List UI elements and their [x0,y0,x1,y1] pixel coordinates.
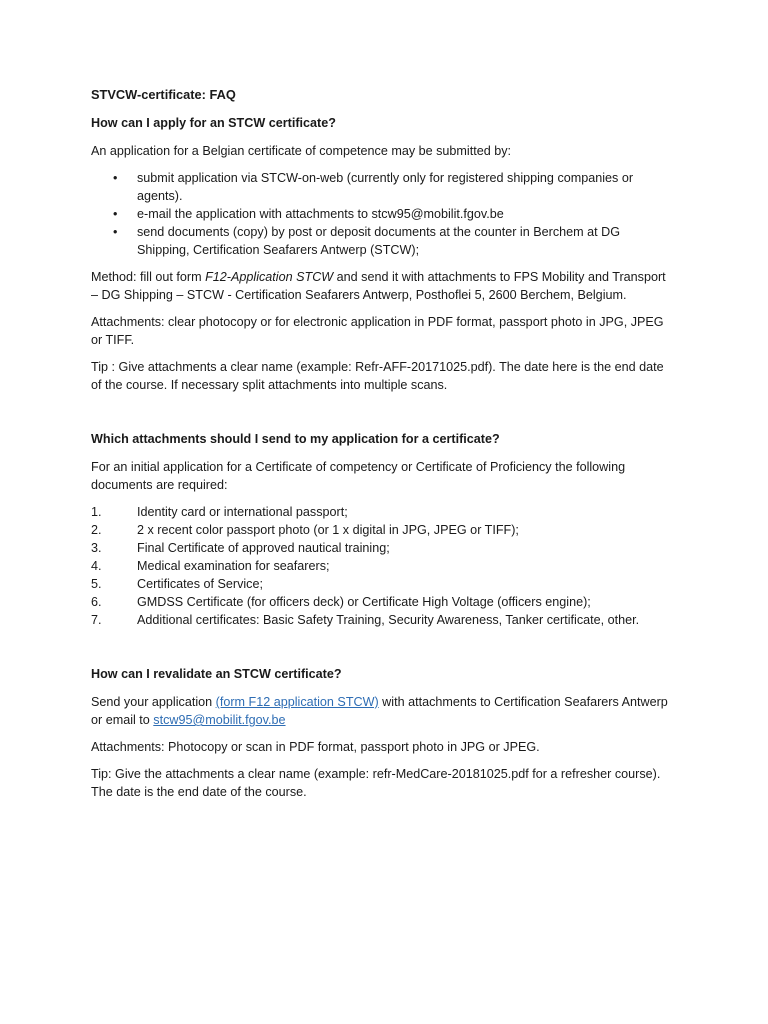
required-documents-list [91,503,668,629]
tip-paragraph: Tip : Give attachments a clear name (example: Refr-AFF-20171025.pdf). The date here is the end date of the course. If necessary split attachments into multiple scans. [91,360,664,392]
list-item: • submit application via STCW-on-web (currently only for registered shipping companies or agents). [91,169,668,205]
attachments-paragraph: Attachments: clear photocopy or for electronic application in PDF format, passport photo in JPG, JPEG or TIFF. [91,315,664,347]
revalidate-text-start: Send your application [91,695,216,709]
revalidate-tip: Tip: Give the attachments a clear name (example: refr-MedCare-20181025.pdf for a refresher course). The date is the end date of the course. [91,767,661,799]
item-number: 6. [91,595,102,609]
list-item [91,593,668,611]
item-text: Medical examination for seafarers; [137,559,330,573]
attachments-intro: For an initial application for a Certificate of competency or Certificate of Proficiency the following documents are required: [91,460,626,492]
method-text-start: Method: fill out form [91,270,206,284]
list-item [91,611,668,629]
item-number: 2. [91,523,102,537]
item-text: Final Certificate of approved nautical training; [137,541,390,555]
list-item [91,521,668,539]
question-apply: How can I apply for an STCW certificate? [91,116,336,130]
list-item: • e-mail the application with attachments to stcw95@mobilit.fgov.be [91,205,668,223]
item-number: 7. [91,613,102,627]
revalidate-text-middle: with attachments to Certification Seafarers Antwerp or email to [91,695,668,727]
item-number: 3. [91,541,102,555]
revalidate-attachments: Attachments: Photocopy or scan in PDF format, passport photo in JPG or JPEG. [91,740,540,754]
item-text: GMDSS Certificate (for officers deck) or Certificate High Voltage (officers engine); [137,595,591,609]
item-text: Certificates of Service; [137,577,263,591]
list-item [91,503,668,521]
item-text: 2 x recent color passport photo (or 1 x digital in JPG, JPEG or TIFF); [137,523,519,537]
apply-options-list [91,169,668,259]
question-revalidate: How can I revalidate an STCW certificate? [91,667,342,681]
item-number: 4. [91,559,102,573]
item-text: Identity card or international passport; [137,505,348,519]
question-attachments: Which attachments should I send to my application for a certificate? [91,432,500,446]
method-paragraph [91,268,668,304]
apply-intro: An application for a Belgian certificate of competence may be submitted by: [91,144,512,158]
form-f12-link[interactable]: (form F12 application STCW) [215,695,379,709]
list-item [91,557,668,575]
email-link[interactable]: stcw95@mobilit.fgov.be [153,713,286,727]
document-title: STVCW-certificate: FAQ [91,87,236,102]
list-item [91,575,668,593]
item-number: 1. [91,505,102,519]
method-text-end: and send it with attachments to FPS Mobility and Transport – DG Shipping – STCW - Certification Seafarers Antwerp, Posthoflei 5, 2600 Berchem, Belgium. [91,270,666,302]
list-item: • send documents (copy) by post or deposit documents at the counter in Berchem at DG Shipping, Certification Seafarers Antwerp (STCW); [91,223,668,259]
item-text: Additional certificates: Basic Safety Training, Security Awareness, Tanker certificate, other. [137,613,640,627]
revalidate-paragraph [91,693,668,729]
form-name: F12-Application STCW [205,270,334,284]
item-number: 5. [91,577,102,591]
list-item [91,539,668,557]
